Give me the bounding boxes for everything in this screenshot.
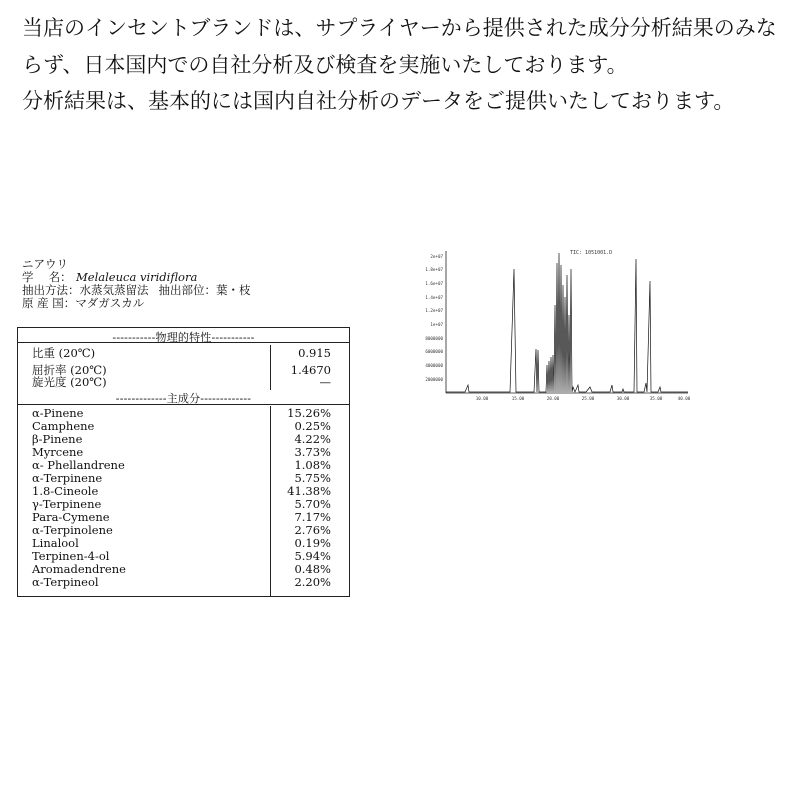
- y-tick-label: 6000000: [425, 349, 443, 354]
- y-tick-label: 1.6e+07: [425, 281, 443, 286]
- physical-value: 0.915: [298, 346, 331, 360]
- x-tick-label: 30.00: [616, 396, 630, 401]
- component-value: 5.94%: [294, 549, 331, 563]
- y-tick-label: 1.4e+07: [425, 295, 443, 300]
- component-row: [18, 485, 349, 497]
- y-tick-label: 2000000: [425, 377, 443, 382]
- y-tick-label: 8000000: [425, 336, 443, 341]
- component-value: 15.26%: [287, 406, 331, 420]
- physical-section-title: -----------物理的特性-----------: [18, 329, 349, 345]
- chromatogram: [410, 245, 690, 405]
- component-row: [18, 472, 349, 484]
- x-tick-label: 10.00: [475, 396, 489, 401]
- component-name: Myrcene: [32, 445, 84, 459]
- scientific-name-label: 学 名：: [22, 270, 72, 284]
- origin-line: [22, 297, 352, 310]
- origin-value: マダガスカル: [75, 296, 145, 310]
- y-tick-label: 1e+07: [430, 322, 443, 327]
- divider: [18, 342, 349, 343]
- physical-row: [18, 347, 349, 359]
- x-tick-label: 25.00: [581, 396, 595, 401]
- component-value: 3.73%: [294, 445, 331, 459]
- component-row: [18, 511, 349, 523]
- component-row: [18, 576, 349, 588]
- divider: [18, 404, 349, 405]
- component-value: 0.25%: [294, 419, 331, 433]
- component-name: α-Terpineol: [32, 575, 99, 589]
- component-name: α-Pinene: [32, 406, 84, 420]
- physical-row: [18, 376, 349, 388]
- method-value: 水蒸気蒸留法: [79, 283, 149, 297]
- spec-header: [22, 258, 352, 310]
- physical-name: 屈折率 (20℃): [32, 363, 107, 377]
- common-name: ニアウリ: [22, 257, 68, 271]
- component-row: [18, 498, 349, 510]
- component-name: α-Terpinene: [32, 471, 103, 485]
- physical-name: 比重 (20℃): [32, 346, 96, 360]
- component-row: [18, 407, 349, 419]
- component-value: 0.19%: [294, 536, 331, 550]
- x-tick-label: 15.00: [511, 396, 525, 401]
- physical-name: 旋光度 (20℃): [32, 375, 107, 389]
- component-row: [18, 537, 349, 549]
- physical-value: —: [319, 375, 331, 389]
- part-label: 抽出部位：: [158, 283, 216, 297]
- component-name: γ-Terpinene: [32, 497, 102, 511]
- chromatogram-svg: [410, 245, 690, 405]
- chromatogram-trace: [446, 253, 688, 392]
- component-value: 0.48%: [294, 562, 331, 576]
- y-tick-label: 1.2e+07: [425, 308, 443, 313]
- component-value: 5.75%: [294, 471, 331, 485]
- component-row: [18, 524, 349, 536]
- x-tick-label: 35.00: [649, 396, 663, 401]
- intro-text: [22, 10, 782, 120]
- components-section-title: -------------主成分-------------: [18, 390, 349, 406]
- component-value: 1.08%: [294, 458, 331, 472]
- intro-paragraph-2: 分析結果は、基本的には国内自社分析のデータをご提供いたしております。: [22, 89, 735, 113]
- component-name: β-Pinene: [32, 432, 83, 446]
- component-row: [18, 563, 349, 575]
- component-name: α-Terpinolene: [32, 523, 113, 537]
- component-name: Aromadendrene: [32, 562, 126, 576]
- component-value: 5.70%: [294, 497, 331, 511]
- x-tick-label: 20.00: [546, 396, 560, 401]
- component-row: [18, 446, 349, 458]
- y-tick-label: 1.8e+07: [425, 267, 443, 272]
- y-tick-label: 4000000: [425, 363, 443, 368]
- component-name: α- Phellandrene: [32, 458, 125, 472]
- origin-label: 原 産 国：: [22, 296, 76, 310]
- component-name: Linalool: [32, 536, 79, 550]
- x-tick-label: 40.00: [677, 396, 690, 401]
- component-value: 2.76%: [294, 523, 331, 537]
- component-row: [18, 459, 349, 471]
- chromatogram-header: TIC: 1051001.D: [570, 250, 613, 256]
- component-row: [18, 550, 349, 562]
- component-value: 41.38%: [287, 484, 331, 498]
- component-value: 7.17%: [294, 510, 331, 524]
- component-row: [18, 420, 349, 432]
- method-label: 抽出方法：: [22, 283, 80, 297]
- component-name: Terpinen-4-ol: [32, 549, 110, 563]
- intro-paragraph-1: 当店のインセントブランドは、サプライヤーから提供された成分分析結果のみならず、日本国内での自社分析及び検査を実施いたしております。: [22, 16, 777, 77]
- component-name: Para-Cymene: [32, 510, 110, 524]
- component-row: [18, 433, 349, 445]
- component-name: Camphene: [32, 419, 95, 433]
- y-tick-label: 2e+07: [430, 254, 443, 259]
- part-value: 葉・枝: [216, 283, 251, 297]
- component-value: 2.20%: [294, 575, 331, 589]
- scientific-name: Melaleuca viridiflora: [76, 270, 198, 284]
- analysis-table: [17, 327, 350, 597]
- physical-value: 1.4670: [290, 363, 331, 377]
- component-value: 4.22%: [294, 432, 331, 446]
- component-name: 1.8-Cineole: [32, 484, 99, 498]
